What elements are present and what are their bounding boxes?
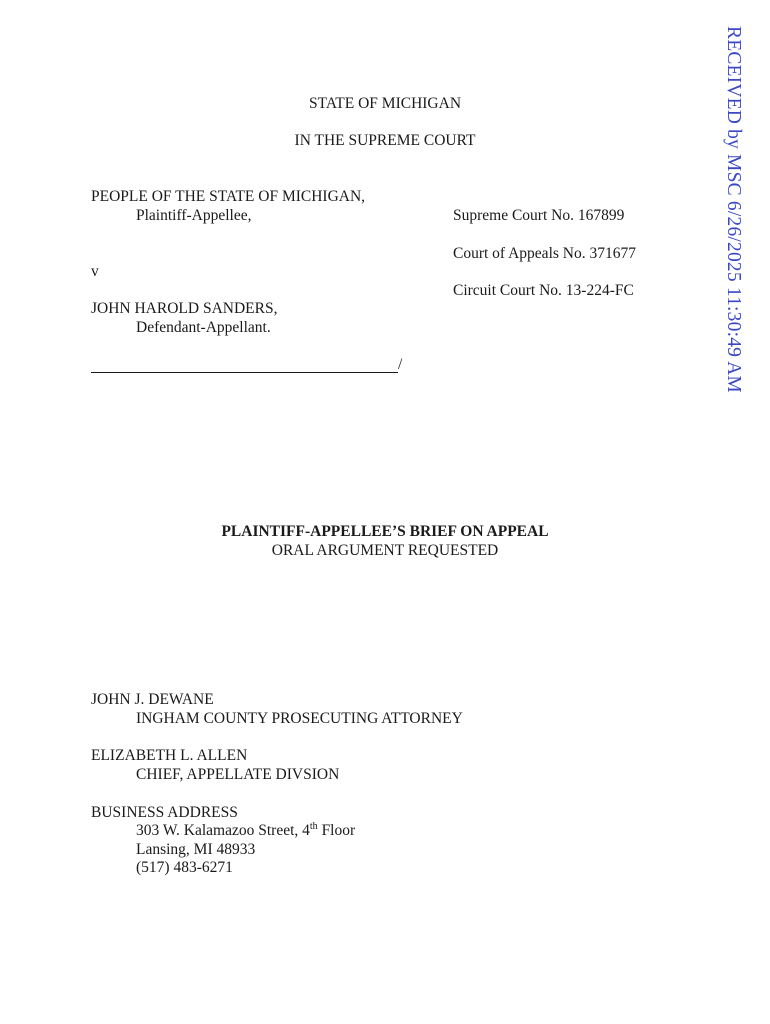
address-phone: (517) 483-6271 xyxy=(136,859,233,876)
plaintiff-name: PEOPLE OF THE STATE OF MICHIGAN, xyxy=(91,188,366,205)
received-stamp: RECEIVED by MSC 6/26/2025 11:30:49 AM xyxy=(722,26,744,393)
defendant-role: Defendant-Appellant. xyxy=(136,319,271,336)
address-street xyxy=(136,820,356,839)
versus-label: v xyxy=(91,263,99,280)
address-street-prefix: 303 W. Kalamazoo Street, 4 xyxy=(136,822,310,839)
chief-title: CHIEF, APPELLATE DIVSION xyxy=(136,766,340,783)
address-street-suffix: Floor xyxy=(317,822,356,839)
circuit-court-number: Circuit Court No. 13-224-FC xyxy=(453,282,634,299)
prosecutor-title: INGHAM COUNTY PROSECUTING ATTORNEY xyxy=(136,710,463,727)
brief-title: PLAINTIFF-APPELLEE’S BRIEF ON APPEAL xyxy=(221,523,549,540)
court-heading: IN THE SUPREME COURT xyxy=(294,132,476,149)
plaintiff-role: Plaintiff-Appellee, xyxy=(136,207,252,224)
defendant-name: JOHN HAROLD SANDERS, xyxy=(91,300,278,317)
brief-subtitle: ORAL ARGUMENT REQUESTED xyxy=(271,542,499,559)
address-heading: BUSINESS ADDRESS xyxy=(91,804,238,821)
chief-name: ELIZABETH L. ALLEN xyxy=(91,747,248,764)
address-city: Lansing, MI 48933 xyxy=(136,841,256,858)
state-heading: STATE OF MICHIGAN xyxy=(308,95,462,112)
address-street-sup: th xyxy=(309,820,318,832)
appeals-court-number: Court of Appeals No. 371677 xyxy=(453,245,636,262)
supreme-court-number: Supreme Court No. 167899 xyxy=(453,207,625,224)
prosecutor-name: JOHN J. DEWANE xyxy=(91,691,214,708)
caption-rule xyxy=(91,372,398,373)
caption-slash: / xyxy=(398,356,403,373)
